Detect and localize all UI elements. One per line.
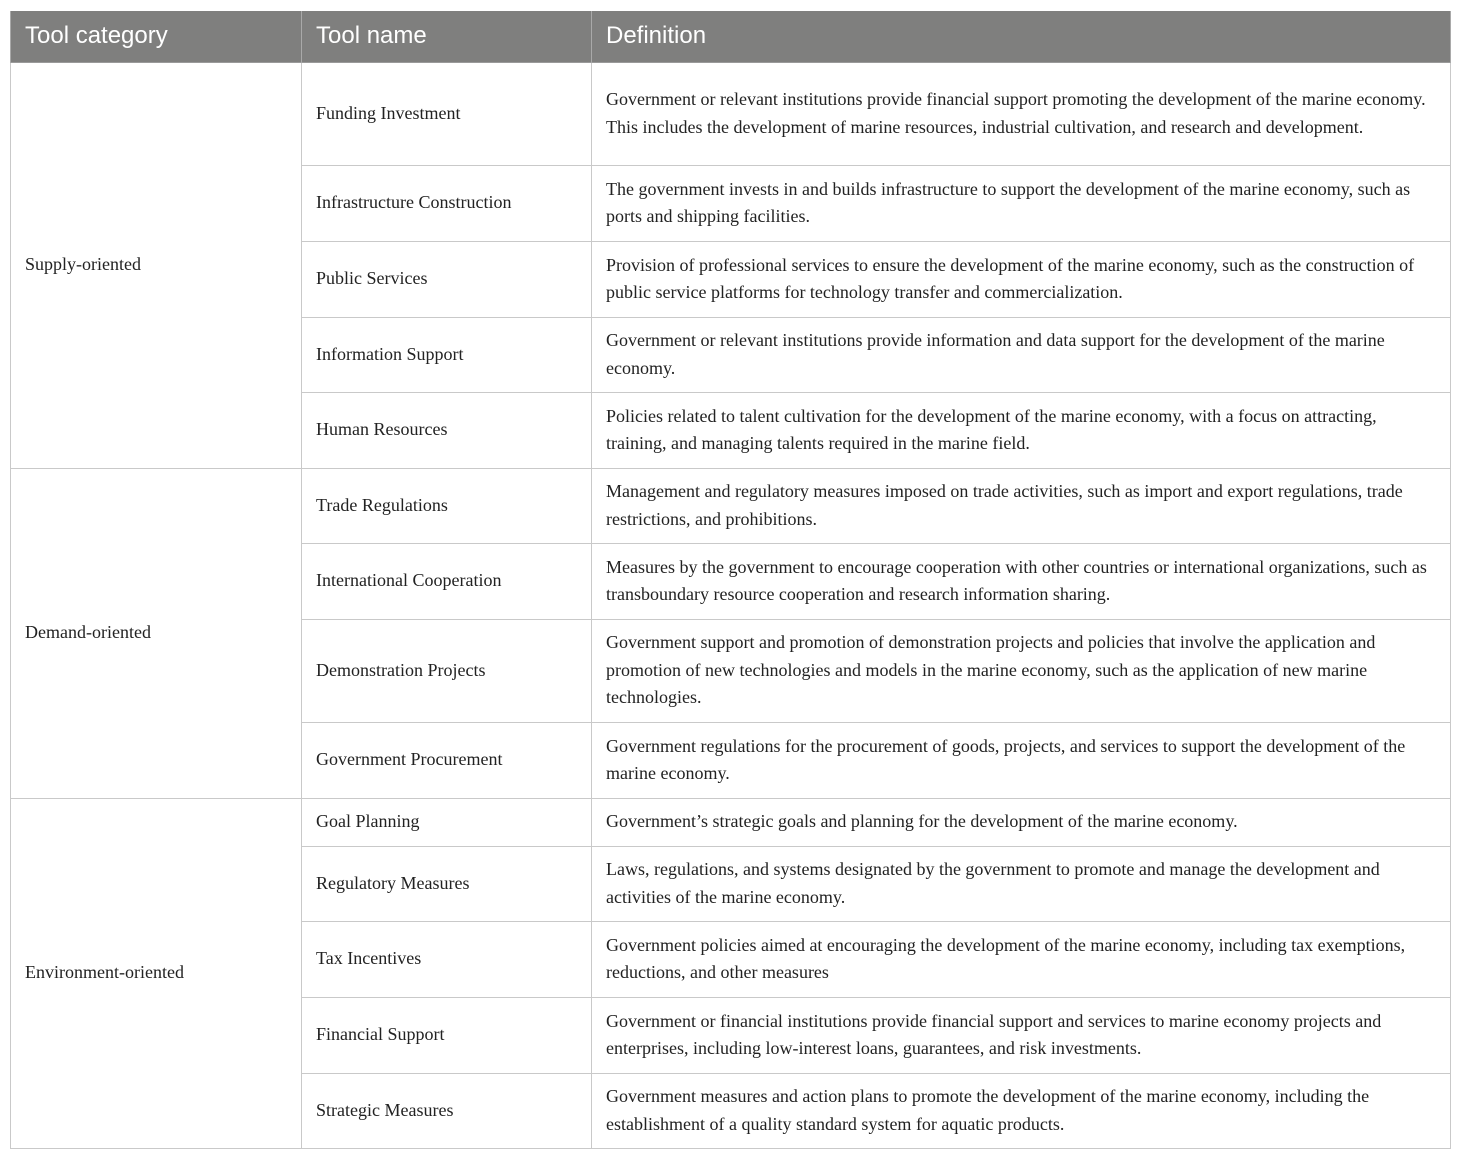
tool-name-cell: Demonstration Projects — [302, 619, 592, 722]
definition-cell: Policies related to talent cultivation for the development of the marine economy, with a focus on attracting, training, and managing talents required in the marine field. — [592, 392, 1451, 468]
header-row — [11, 11, 1451, 62]
tool-name-cell: International Cooperation — [302, 543, 592, 619]
table-row — [11, 798, 1451, 846]
category-cell: Demand-oriented — [11, 468, 302, 798]
table-row — [11, 468, 1451, 543]
policy-tools-table-container — [10, 11, 1450, 1149]
table-header — [11, 11, 1451, 62]
tool-name-cell: Human Resources — [302, 392, 592, 468]
tool-name-cell: Regulatory Measures — [302, 846, 592, 921]
definition-cell: Government regulations for the procurement of goods, projects, and services to support the development of the marine economy. — [592, 722, 1451, 798]
tool-name-cell: Goal Planning — [302, 798, 592, 846]
tool-name-cell: Tax Incentives — [302, 921, 592, 997]
tool-name-cell: Funding Investment — [302, 62, 592, 165]
category-cell: Environment-oriented — [11, 798, 302, 1148]
tool-name-cell: Information Support — [302, 317, 592, 392]
definition-cell: Government or financial institutions provide financial support and services to marine economy projects and enterprises, including low-interest loans, guarantees, and risk investments. — [592, 997, 1451, 1073]
definition-cell: The government invests in and builds infrastructure to support the development of the marine economy, such as ports and shipping facilities. — [592, 165, 1451, 241]
policy-tools-table — [10, 11, 1451, 1149]
header-tool-name: Tool name — [302, 11, 592, 62]
tool-name-cell: Trade Regulations — [302, 468, 592, 543]
definition-cell: Government support and promotion of demonstration projects and policies that involve the application and promotion of new technologies and models in the marine economy, such as the application of new marine technologies. — [592, 619, 1451, 722]
tool-name-cell: Strategic Measures — [302, 1073, 592, 1148]
header-definition: Definition — [592, 11, 1451, 62]
tool-name-cell: Public Services — [302, 241, 592, 317]
definition-cell: Management and regulatory measures imposed on trade activities, such as import and export regulations, trade restrictions, and prohibitions. — [592, 468, 1451, 543]
tool-name-cell: Infrastructure Construction — [302, 165, 592, 241]
definition-cell: Laws, regulations, and systems designated by the government to promote and manage the development and activities of the marine economy. — [592, 846, 1451, 921]
definition-cell: Provision of professional services to ensure the development of the marine economy, such as the construction of public service platforms for technology transfer and commercialization. — [592, 241, 1451, 317]
definition-cell: Government or relevant institutions provide information and data support for the development of the marine economy. — [592, 317, 1451, 392]
tool-name-cell: Financial Support — [302, 997, 592, 1073]
definition-cell: Government measures and action plans to promote the development of the marine economy, including the establishment of a quality standard system for aquatic products. — [592, 1073, 1451, 1148]
tool-name-cell: Government Procurement — [302, 722, 592, 798]
definition-cell: Government or relevant institutions provide financial support promoting the development of the marine economy. This includes the development of marine resources, industrial cultivation, and research and development. — [592, 62, 1451, 165]
table-body — [11, 62, 1451, 1148]
definition-cell: Measures by the government to encourage cooperation with other countries or international organizations, such as transboundary resource cooperation and research information sharing. — [592, 543, 1451, 619]
definition-cell: Government’s strategic goals and planning for the development of the marine economy. — [592, 798, 1451, 846]
category-cell: Supply-oriented — [11, 62, 302, 468]
definition-cell: Government policies aimed at encouraging the development of the marine economy, including tax exemptions, reductions, and other measures — [592, 921, 1451, 997]
header-tool-category: Tool category — [11, 11, 302, 62]
table-row — [11, 62, 1451, 165]
